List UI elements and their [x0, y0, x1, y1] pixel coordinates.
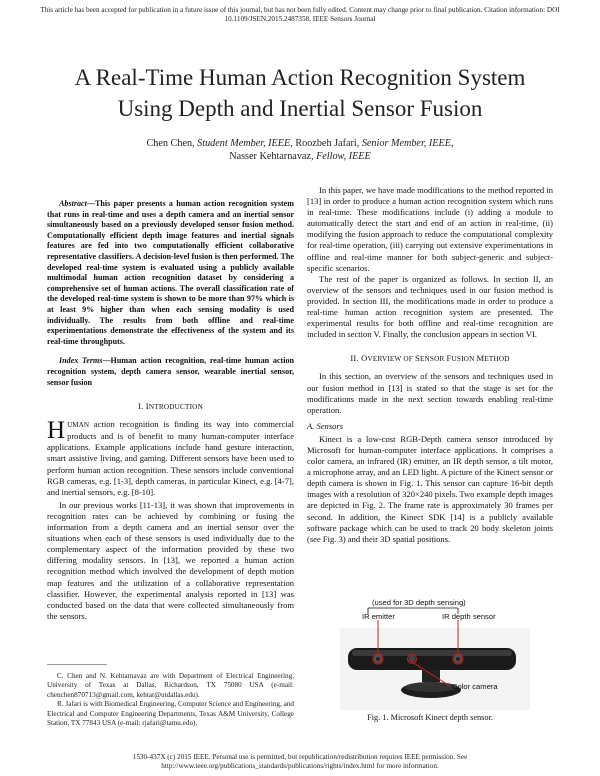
drop-cap: H	[47, 417, 66, 445]
figure-caption: Fig. 1. Microsoft Kinect depth sensor.	[367, 713, 493, 722]
index-terms	[47, 356, 294, 388]
index-terms-text: —Human action recognition, real-time human action recognition system, depth camera sensor, wearable inertial sensor, sensor fusion	[47, 356, 295, 387]
footnote-1: C. Chen and N. Kehtarnavaz are with Department of Electrical Engineering, University of Texas at Dallas, Richardson, TX 75080 USA (e-mail: chenchen870713@gmail.com, kehtar@utdallas.edu).	[47, 672, 294, 699]
footer-line-1: 1530-437X (c) 2015 IEEE. Personal use is permitted, but republication/redistribution requires IEEE permission. See	[132, 753, 468, 761]
abstract-text: —This paper presents a human action recognition system that runs in real-time and uses a depth camera and an inertial sensor simultaneously based on a previously developed sensor fusion method. Computationally efficient depth image features and inertial signals features are fed into two computationally efficient collaborative representative classifiers. A decision-level fusion is then performed. The developed real-time system is evaluated using a publicly available multimodal human action recognition dataset by considering a comprehensive set of human actions. The overall classification rate of the developed real-time system is shown to be more than 97% which is at least 9% higher than when each sensing modality is used individually. The results from both offline and real-time experimentations demonstrate the effectiveness of the system and its real-time throughputs.	[47, 199, 294, 346]
title-line-2: Using Depth and Inertial Sensor Fusion	[117, 96, 483, 121]
title-line-1: A Real-Time Human Action Recognition System	[74, 65, 526, 90]
author-line-1: Chen Chen, Student Member, IEEE, Roozbeh Jafari, Senior Member, IEEE,	[146, 138, 454, 149]
right-column	[307, 185, 553, 545]
figure-label-color-camera: Color camera	[452, 682, 498, 691]
author-2-role: Senior Member, IEEE	[361, 138, 451, 149]
author-1-name: Chen Chen,	[146, 138, 198, 149]
intro-paragraph-2: In our previous works [11-13], it was shown that improvements in recognition rates can be achieved by combining or fusing the information from a depth camera and an inertial sensor over the situations when each of these sensors is used individually due to the complementary aspect of the information provided by these two differing modality sensors. In [13], we reported a human action recognition method which involved the development of depth motion map features and the utilization of a collaborative representation classifier. However, the experimental analysis reported in [13] was conducted based on the data that were collected simultaneously from the sensors.	[47, 499, 294, 621]
intro-paragraph-1	[47, 419, 294, 498]
figure-label-depth-sensing: (used for 3D depth sensing)	[372, 598, 466, 607]
section-heading-introduction: I. INTRODUCTION	[138, 401, 203, 412]
right-paragraph-2: The rest of the paper is organized as follows. In section II, an overview of the sensors and techniques used in our fusion method is provided. In section III, the modifications made in order to produce a real-time human action recognition system are presented. The experimental results for both offline and real-time recognition are included in section V. Finally, the conclusion appears in section VI.	[307, 273, 553, 340]
footnotes	[47, 672, 294, 728]
paper-title	[20, 62, 580, 124]
footer-line-2: http://www.ieee.org/publications_standards/publications/rights/index.html for more information.	[161, 762, 439, 770]
footnote-2: R. Jafari is with Biomedical Engineering, Computer Science and Engineering, and Electrical and Computer Engineering Departments, Texas A&M University, College Station, TX 77843 USA (e-mail: rjafari@tamu.edu).	[47, 700, 294, 728]
section-heading-overview: II. OVERVIEW OF SENSOR FUSION METHOD	[350, 353, 510, 364]
author-line-2	[40, 150, 560, 163]
intro-first-word: UMAN	[67, 421, 90, 430]
subsection-heading-sensors: A. Sensors	[307, 420, 344, 431]
abstract	[47, 199, 294, 347]
right-paragraph-1: In this paper, we have made modifications to the method reported in [13] in order to produce a human action recognition system which runs in real-time. These modifications include (i) adding a module to automatically detect the start and end of an action in real-time, (ii) modifying the fusion approach to reduce the computational complexity for real-time operation, (iii) carrying out extensive experimentations in offline and real-time manner for both subject-generic and subject-specific scenarios.	[307, 185, 553, 273]
figure-label-ir-depth-sensor: IR depth sensor	[442, 612, 496, 621]
left-column	[47, 199, 294, 622]
author-2-name: , Roozbeh Jafari,	[290, 138, 362, 149]
author-list	[40, 137, 560, 163]
copyright-footer	[0, 753, 600, 771]
header-line-1: This article has been accepted for publication in a future issue of this journal, but has not been fully edited. Content may change prior to final publication. Citation information: DOI	[40, 6, 560, 14]
sensors-paragraph: Kinect is a low-cost RGB-Depth camera sensor introduced by Microsoft for human-computer interface applications. It comprises a color camera, an infrared (IR) emitter, an IR depth sensor, a tilt motor, a microphone array, and an LED light. A picture of the Kinect sensor or depth camera is shown in Fig. 1. This sensor can capture 16-bit depth images with a resolution of 320×240 pixels. Two example depth images are depicted in Fig. 2. The frame rate is approximately 30 frames per second. In addition, the Kinect SDK [14] is a publicly available software package which can be used to track 20 body skeleton joints (see Fig. 3) and their 3D spatial positions.	[307, 433, 553, 544]
figure-label-ir-emitter: IR emitter	[362, 612, 395, 621]
author-1-role: Student Member, IEEE	[197, 138, 291, 149]
figure-kinect	[340, 598, 530, 710]
author-3-name: Nasser Kehtarnavaz,	[229, 151, 317, 162]
author-3-role: Fellow, IEEE	[316, 151, 371, 162]
footnote-rule	[47, 664, 107, 665]
header-line-2: 10.1109/JSEN.2015.2487358, IEEE Sensors Journal	[224, 15, 376, 23]
intro-p1-text: action recognition is finding its way into commercial products and is of benefit to many human-computer interface applications. Example applications include hand gesture interaction, smart assistive living, and gaming. Different sensors have been used to perform human action recognition. These sensors include conventional RGB cameras, e.g. [1-3], depth cameras, in particular Kinect, e.g. [4-7], and inertial sensors, e.g. [8-10].	[47, 419, 294, 497]
overview-paragraph: In this section, an overview of the sensors and techniques used in our fusion method in [13] is stated so that the stage is set for the modifications made in the next section towards enabling real-time operation.	[307, 371, 553, 415]
index-terms-label: Index Terms	[59, 356, 103, 366]
abstract-label: Abstract	[59, 199, 87, 208]
journal-header	[0, 6, 600, 24]
